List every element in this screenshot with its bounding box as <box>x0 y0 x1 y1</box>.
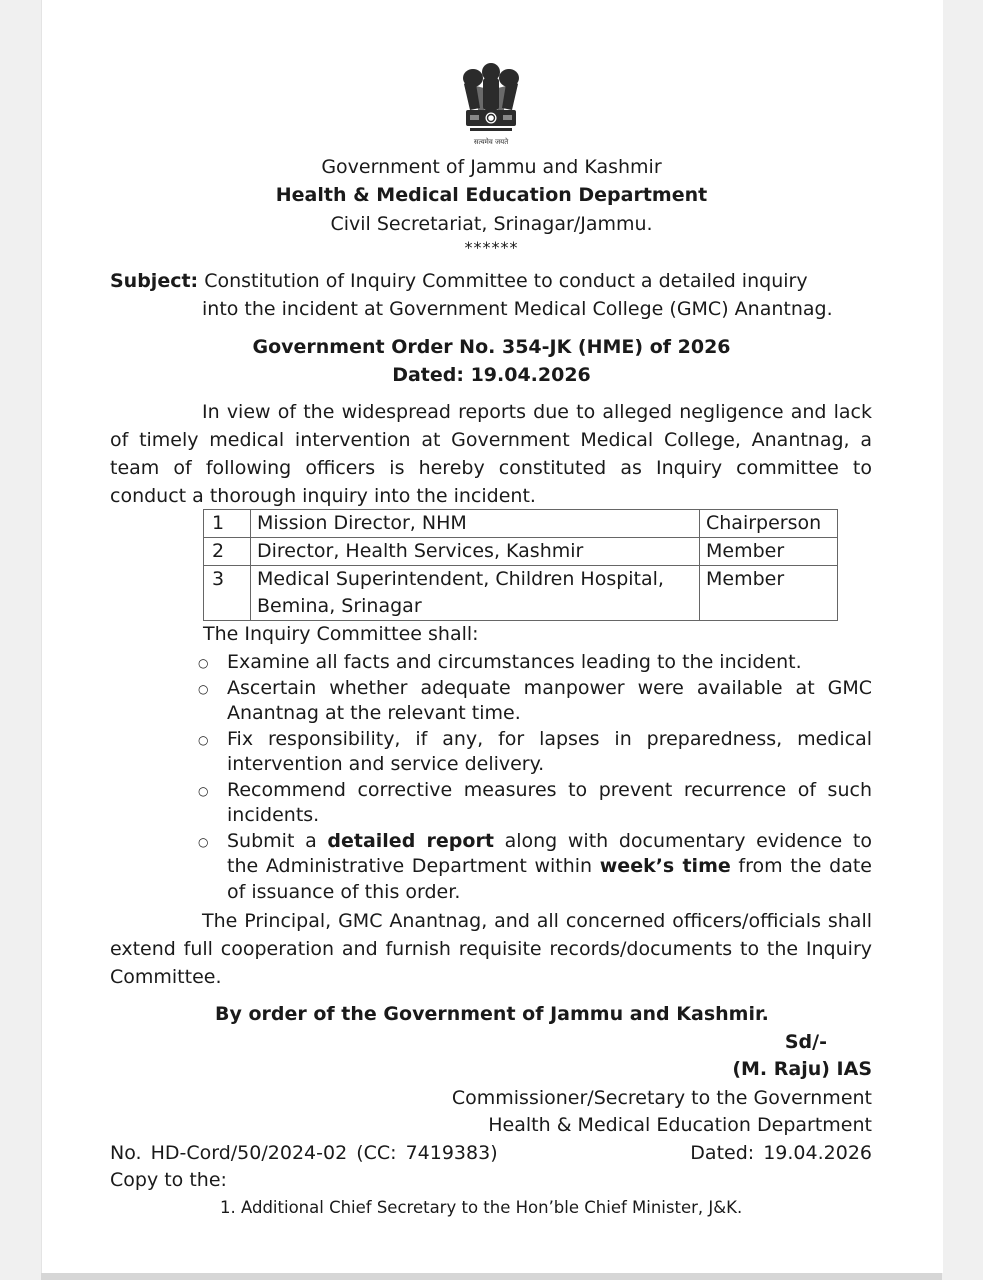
emblem-motto: सत्यमेव जयते <box>473 138 509 146</box>
officer-name: Director, Health Services, Kashmir <box>251 538 700 566</box>
committee-role: Chairperson <box>700 510 838 538</box>
list-item <box>110 778 872 829</box>
copy-to-item: 1. Additional Chief Secretary to the Hon’ble Chief Minister, J&K. <box>220 1198 743 1217</box>
by-order-line: By order of the Government of Jammu and Kashmir. <box>215 1003 769 1025</box>
duties-intro: The Inquiry Committee shall: <box>203 623 479 645</box>
committee-table <box>203 509 838 621</box>
duty-text: Examine all facts and circumstances leading to the incident. <box>227 651 802 673</box>
signed-mark: Sd/- <box>784 1031 827 1053</box>
committee-role: Member <box>700 538 838 566</box>
list-item <box>110 650 872 676</box>
hollow-circle-bullet-icon: ○ <box>198 834 209 849</box>
list-item <box>110 727 872 778</box>
duty-text <box>227 829 872 906</box>
order-date: Dated: 19.04.2026 <box>392 364 591 386</box>
serial-number: 3 <box>204 566 251 621</box>
intro-paragraph: In view of the widespread reports due to alleged negligence and lack of timely medical intervention at Government Medical College, Anantnag, a team of following officers is hereby constituted as Inquiry committee to conduct a thorough inquiry into the incident. <box>110 401 872 507</box>
list-item <box>110 829 872 906</box>
duty-text: Fix responsibility, if any, for lapses in preparedness, medical intervention and service delivery. <box>227 727 872 775</box>
state-emblem-icon <box>456 58 526 148</box>
subject-line-1: Constitution of Inquiry Committee to conduct a detailed inquiry <box>204 270 808 292</box>
hollow-circle-bullet-icon: ○ <box>198 681 209 696</box>
signatory-department: Health & Medical Education Department <box>488 1114 872 1136</box>
committee-role: Member <box>700 566 838 621</box>
table-row <box>204 538 838 566</box>
reference-number: No. HD-Cord/50/2024-02 (CC: 7419383) <box>110 1142 498 1164</box>
order-number: Government Order No. 354-JK (HME) of 2026 <box>252 336 731 358</box>
department-name: Health & Medical Education Department <box>275 184 708 206</box>
subject-label: Subject: <box>110 270 199 292</box>
officer-name: Mission Director, NHM <box>251 510 700 538</box>
list-item <box>110 676 872 727</box>
table-row <box>204 510 838 538</box>
serial-number: 2 <box>204 538 251 566</box>
subject <box>110 267 872 323</box>
hollow-circle-bullet-icon: ○ <box>198 656 209 670</box>
emphasis-detailed-report: detailed report <box>327 829 494 852</box>
signatory-designation: Commissioner/Secretary to the Government <box>451 1087 872 1109</box>
header-separator: ****** <box>464 238 519 257</box>
department-address: Civil Secretariat, Srinagar/Jammu. <box>330 213 653 235</box>
government-name: Government of Jammu and Kashmir <box>321 156 662 178</box>
duties-list <box>110 650 872 905</box>
table-row <box>204 566 838 621</box>
officer-name: Medical Superintendent, Children Hospital, Bemina, Srinagar <box>251 566 700 621</box>
duty-text-part: along with documentary evidence to the Administrative Department within <box>227 829 872 877</box>
duty-text: Recommend corrective measures to prevent recurrence of such incidents. <box>227 778 872 826</box>
copy-to-label: Copy to the: <box>110 1169 227 1191</box>
duty-text-part: from the date of issuance of this order. <box>227 855 872 903</box>
hollow-circle-bullet-icon: ○ <box>198 732 209 747</box>
cooperation-paragraph: The Principal, GMC Anantnag, and all concerned officers/officials shall extend full cooperation and furnish requisite records/documents to the Inquiry Committee. <box>110 910 872 988</box>
hollow-circle-bullet-icon: ○ <box>198 783 209 798</box>
duty-text: Ascertain whether adequate manpower were available at GMC Anantnag at the relevant time. <box>227 676 872 724</box>
subject-line-2: into the incident at Government Medical College (GMC) Anantnag. <box>202 298 833 320</box>
emphasis-weeks-time: week’s time <box>599 855 731 877</box>
serial-number: 1 <box>204 510 251 538</box>
page-bottom-edge <box>41 1273 942 1280</box>
reference-date: Dated: 19.04.2026 <box>690 1142 872 1164</box>
signatory-name: (M. Raju) IAS <box>732 1058 872 1080</box>
duty-text-part: Submit a <box>227 829 328 852</box>
